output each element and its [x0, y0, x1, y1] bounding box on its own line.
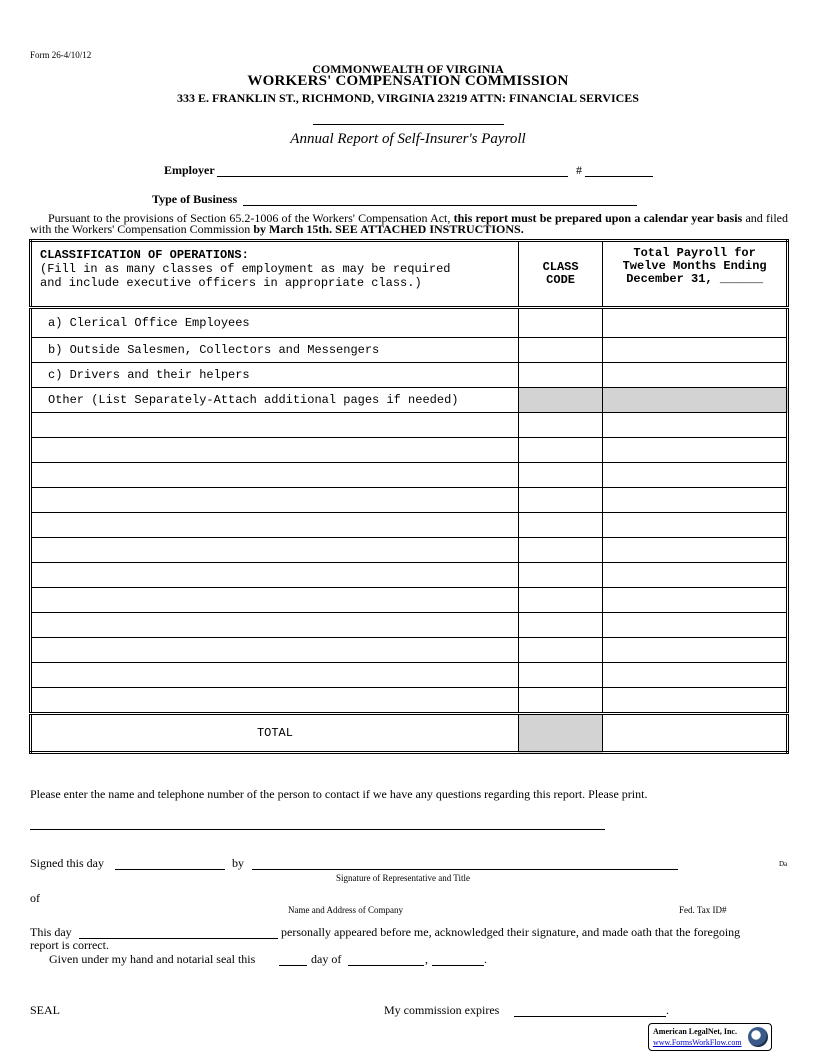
total-payroll-header-line2: Twelve Months Ending [622, 259, 767, 273]
commission-expires-label: My commission expires [384, 1003, 500, 1017]
payroll-cell[interactable] [603, 588, 788, 613]
commission-expires-field[interactable] [514, 1016, 666, 1017]
day-of-label: day of [311, 952, 342, 966]
class-code-cell[interactable] [518, 663, 602, 688]
contact-instructions: Please enter the name and telephone number of the person to contact if we have any questions regarding this report. Please print. [30, 787, 648, 801]
classification-cell[interactable] [31, 688, 519, 714]
payroll-cell[interactable] [603, 308, 788, 338]
classification-header [31, 241, 519, 308]
payroll-cell[interactable] [603, 438, 788, 463]
classification-cell[interactable] [31, 513, 519, 538]
class-code-cell[interactable] [518, 488, 602, 513]
class-code-cell[interactable] [518, 688, 602, 714]
period: . [666, 1003, 669, 1017]
classification-cell[interactable] [31, 613, 519, 638]
classification-cell[interactable] [31, 438, 519, 463]
class-code-header-line1: CLASS [542, 260, 579, 274]
form-number: Form 26-4/10/12 [30, 50, 92, 60]
signed-day-field[interactable] [115, 869, 225, 870]
payroll-cell[interactable] [603, 613, 788, 638]
given-year-field[interactable] [432, 965, 484, 966]
class-code-header [518, 241, 602, 308]
employer-label: Employer [164, 163, 215, 177]
instructions-part3: and filed with the Workers' Compensation Commission [30, 211, 788, 236]
header-address: 333 E. FRANKLIN ST., RICHMOND, VIRGINIA 23219 ATTN: FINANCIAL SERVICES [177, 91, 639, 105]
period: . [484, 952, 487, 966]
instructions-part1: Pursuant to the provisions of Section 65.2-1006 of the Workers' Compensation Act, [48, 211, 454, 225]
type-of-business-label: Type of Business [152, 192, 238, 206]
class-code-cell[interactable] [518, 588, 602, 613]
header-commission: WORKERS' COMPENSATION COMMISSION [247, 73, 569, 89]
payroll-cell[interactable] [603, 513, 788, 538]
class-code-cell[interactable] [518, 363, 602, 388]
employer-field[interactable] [217, 176, 568, 177]
class-code-cell[interactable] [518, 438, 602, 463]
appeared-text: personally appeared before me, acknowledged their signature, and made oath that the foregoing [281, 925, 741, 939]
signature-field[interactable] [252, 869, 678, 870]
company-caption: Name and Address of Company [288, 905, 403, 915]
given-month-field[interactable] [348, 965, 424, 966]
total-payroll-header-line1: Total Payroll for [633, 246, 756, 260]
report-correct-text: report is correct. [30, 938, 109, 952]
contact-field[interactable] [30, 829, 605, 830]
seal-label: SEAL [30, 1003, 60, 1017]
total-label: TOTAL [31, 714, 519, 753]
class-code-cell[interactable] [518, 463, 602, 488]
classification-cell[interactable] [31, 563, 519, 588]
instructions-paragraph [30, 213, 788, 235]
classification-header-line3: and include executive officers in appropriate class.) [40, 276, 422, 290]
logo-globe-icon [748, 1027, 768, 1047]
payroll-cell-shaded [603, 388, 788, 413]
class-code-header-line2: CODE [546, 273, 575, 287]
total-payroll-cell[interactable] [603, 714, 788, 753]
payroll-cell[interactable] [603, 413, 788, 438]
this-day-label: This day [30, 925, 72, 939]
by-label: by [232, 856, 244, 870]
fed-tax-id-caption: Fed. Tax ID# [679, 905, 727, 915]
classification-cell[interactable] [31, 638, 519, 663]
payroll-cell[interactable] [603, 488, 788, 513]
payroll-cell[interactable] [603, 538, 788, 563]
row-drivers: c) Drivers and their helpers [31, 363, 519, 388]
american-legalnet-logo [648, 1023, 772, 1051]
instructions-part4: by March 15th. SEE ATTACHED INSTRUCTIONS. [253, 222, 524, 236]
row-other: Other (List Separately-Attach additional pages if needed) [31, 388, 519, 413]
class-code-cell[interactable] [518, 638, 602, 663]
signed-this-day-label: Signed this day [30, 856, 104, 870]
total-class-code-shaded [518, 714, 602, 753]
footer-url[interactable]: www.FormsWorkFlow.com [653, 1038, 742, 1047]
class-code-cell[interactable] [518, 563, 602, 588]
row-outside-salesmen: b) Outside Salesmen, Collectors and Messengers [31, 338, 519, 363]
given-text: Given under my hand and notarial seal this [49, 952, 256, 966]
instructions-part2: this report must be prepared upon a calendar year basis [453, 211, 743, 225]
of-label: of [30, 891, 40, 905]
payroll-cell[interactable] [603, 563, 788, 588]
class-code-cell-shaded [518, 388, 602, 413]
classification-cell[interactable] [31, 588, 519, 613]
signature-caption: Signature of Representative and Title [336, 873, 470, 883]
page-title: Annual Report of Self-Insurer's Payroll [290, 131, 526, 147]
payroll-cell[interactable] [603, 663, 788, 688]
classification-header-title: CLASSIFICATION OF OPERATIONS: [40, 248, 249, 262]
class-code-cell[interactable] [518, 538, 602, 563]
class-code-cell[interactable] [518, 308, 602, 338]
classification-cell[interactable] [31, 663, 519, 688]
payroll-table [29, 239, 789, 754]
classification-cell[interactable] [31, 463, 519, 488]
date-label: Da [779, 860, 788, 868]
classification-cell[interactable] [31, 488, 519, 513]
class-code-cell[interactable] [518, 413, 602, 438]
class-code-cell[interactable] [518, 338, 602, 363]
given-day-field[interactable] [279, 965, 307, 966]
comma: , [425, 952, 428, 966]
class-code-cell[interactable] [518, 613, 602, 638]
row-clerical: a) Clerical Office Employees [31, 308, 519, 338]
payroll-cell[interactable] [603, 363, 788, 388]
number-label: # [576, 163, 582, 177]
type-of-business-field[interactable] [243, 205, 637, 206]
total-payroll-header [603, 241, 788, 308]
title-rule [313, 124, 504, 125]
classification-header-line2: (Fill in as many classes of employment as may be required [40, 262, 451, 276]
classification-cell[interactable] [31, 538, 519, 563]
payroll-cell[interactable] [603, 638, 788, 663]
footer-company: American LegalNet, Inc. [653, 1027, 737, 1036]
number-field[interactable] [585, 176, 653, 177]
payroll-cell[interactable] [603, 463, 788, 488]
payroll-cell[interactable] [603, 338, 788, 363]
header-commonwealth: COMMONWEALTH OF VIRGINIA [312, 62, 504, 76]
classification-cell[interactable] [31, 413, 519, 438]
payroll-cell[interactable] [603, 688, 788, 714]
class-code-cell[interactable] [518, 513, 602, 538]
total-payroll-header-line3: December 31, ______ [626, 272, 764, 286]
